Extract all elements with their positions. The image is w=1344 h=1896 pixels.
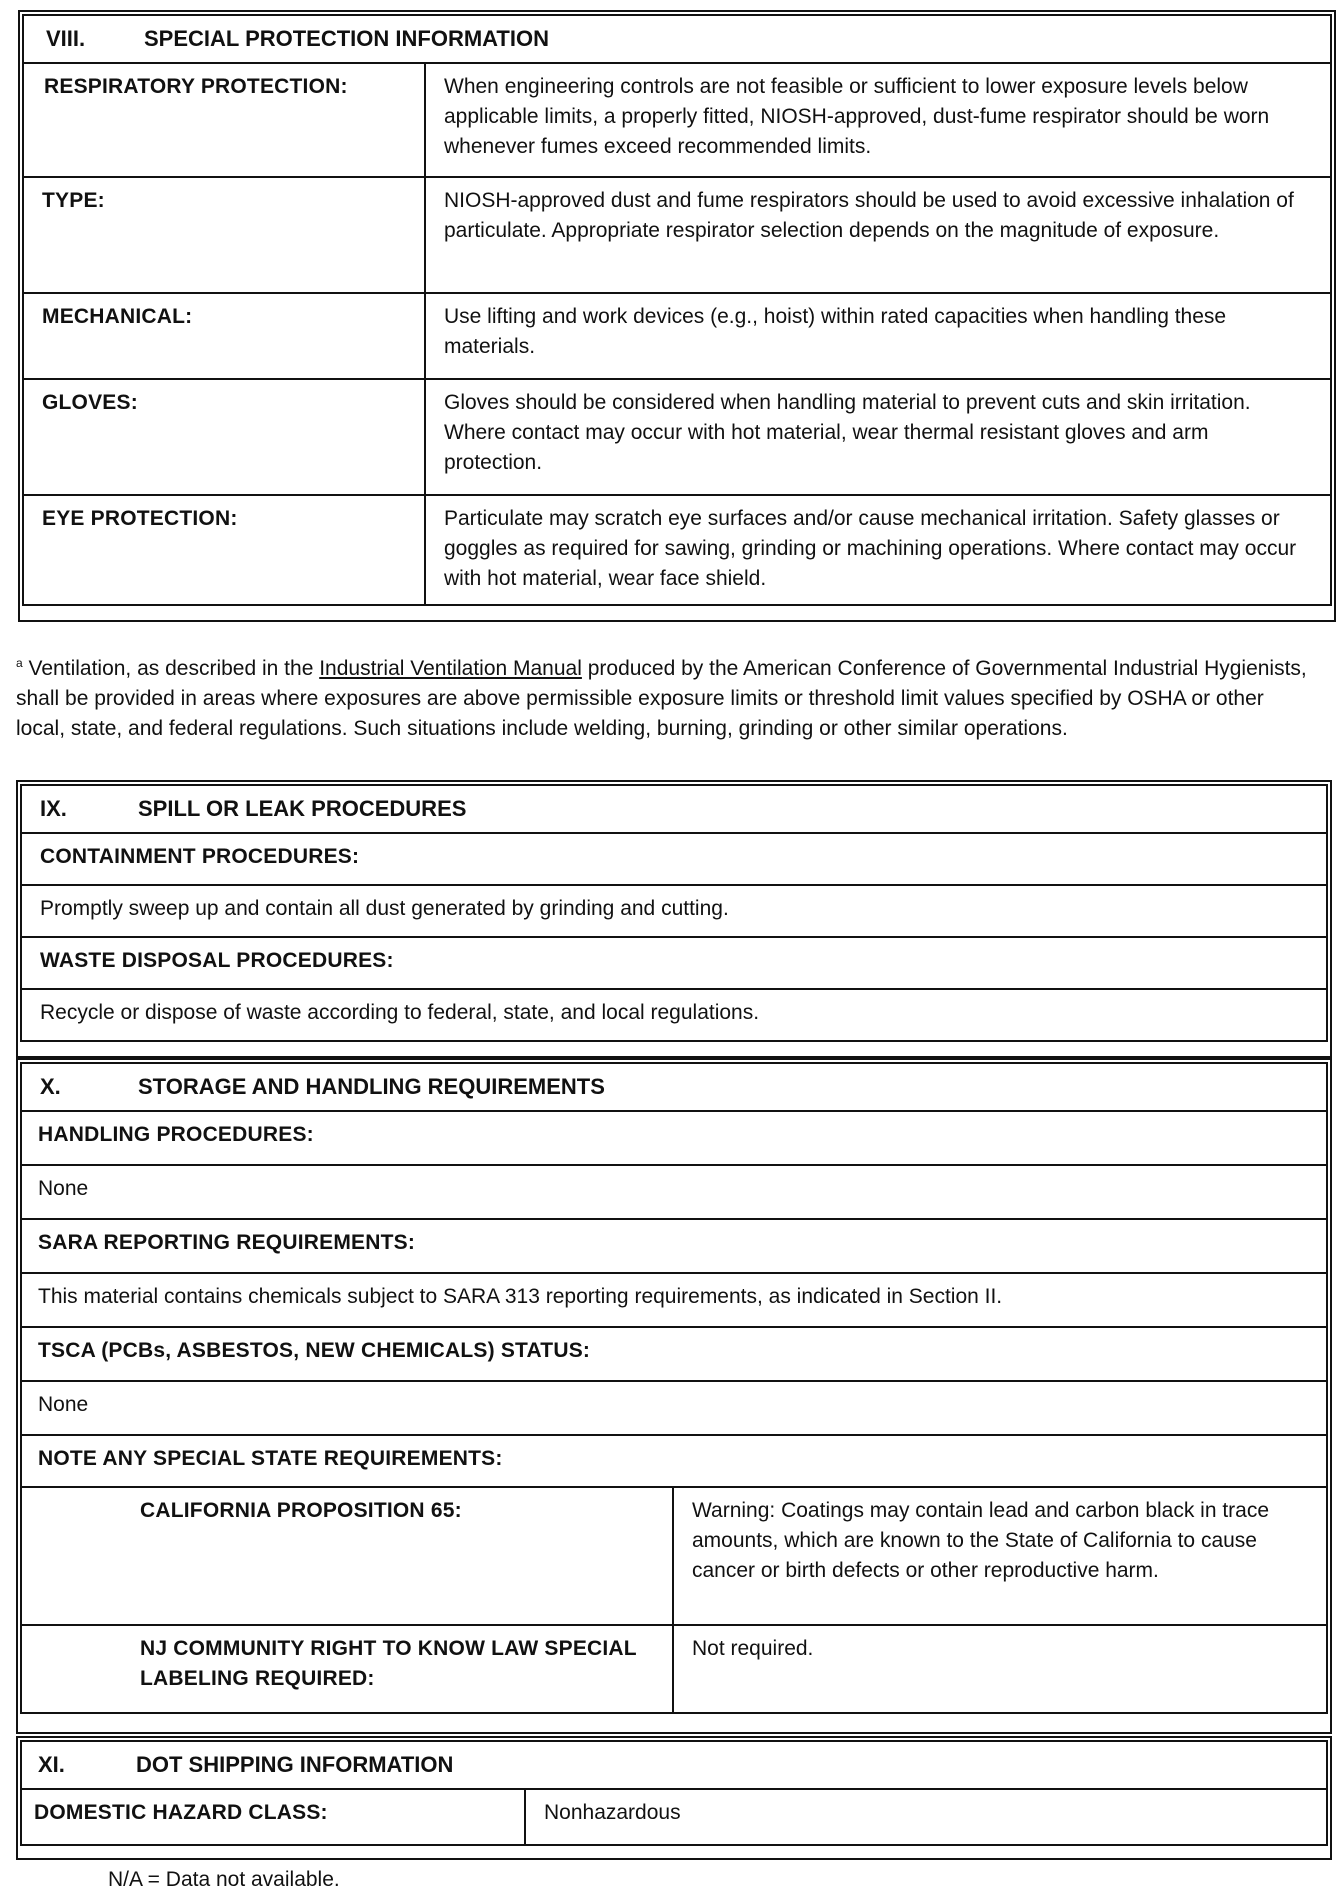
table-row	[22, 1218, 1326, 1272]
nj-right-to-know-text: Not required.	[672, 1626, 1326, 1712]
table-row	[22, 1624, 1326, 1712]
footnote-marker: a	[16, 656, 23, 670]
sara-reporting-label: SARA REPORTING REQUIREMENTS:	[38, 1231, 416, 1254]
sara-reporting-text: This material contains chemicals subject to SARA 313 reporting requirements, as indicated in Section II.	[38, 1285, 1003, 1308]
mechanical-label: MECHANICAL:	[42, 305, 193, 328]
table-row	[22, 832, 1326, 884]
section-header	[22, 1064, 1326, 1110]
table-row	[22, 988, 1326, 1040]
special-protection-table	[22, 14, 1332, 606]
california-prop65-label: CALIFORNIA PROPOSITION 65:	[140, 1499, 462, 1522]
table-row	[22, 1110, 1326, 1164]
footnote-text-post: produced by the American Conference of Governmental Industrial Hygienists, shall be provided in areas where exposures are above permissible exposure limits or threshold limit values specified by OSHA or other local, state, and federal regulations. Such situations include welding, burning, grinding or other similar operations.	[16, 657, 1307, 740]
storage-handling-table	[20, 1062, 1328, 1714]
spill-leak-table	[20, 784, 1328, 1042]
containment-text: Promptly sweep up and contain all dust generated by grinding and cutting.	[40, 897, 729, 920]
respiratory-protection-text: When engineering controls are not feasible or sufficient to lower exposure levels below applicable limits, a properly fitted, NIOSH-approved, dust-fume respirator should be worn whenever fumes exceed recommended limits.	[424, 64, 1330, 176]
type-label: TYPE:	[42, 189, 105, 212]
ventilation-manual-title: Industrial Ventilation Manual	[319, 657, 582, 680]
special-protection-section	[18, 10, 1336, 622]
gloves-text: Gloves should be considered when handling material to prevent cuts and skin irritation. Where contact may occur with hot material, wear thermal resistant gloves and arm protection.	[424, 380, 1330, 494]
table-row	[22, 1434, 1326, 1486]
waste-disposal-label: WASTE DISPOSAL PROCEDURES:	[40, 949, 394, 972]
eye-protection-text: Particulate may scratch eye surfaces and/or cause mechanical irritation. Safety glasses or goggles as required for sawing, grinding or machining operations. Where contact may occur with hot material, wear face shield.	[424, 496, 1330, 604]
section-number: VIII.	[46, 26, 86, 51]
mechanical-text: Use lifting and work devices (e.g., hoist) within rated capacities when handling these materials.	[424, 294, 1330, 378]
spill-leak-section	[16, 780, 1332, 1058]
tsca-status-label: TSCA (PCBs, ASBESTOS, NEW CHEMICALS) STATUS:	[38, 1339, 591, 1362]
section-header	[22, 1742, 1326, 1788]
domestic-hazard-class-text: Nonhazardous	[524, 1790, 1326, 1844]
section-title: STORAGE AND HANDLING REQUIREMENTS	[138, 1074, 605, 1099]
section-header	[22, 786, 1326, 832]
section-title: SPILL OR LEAK PROCEDURES	[138, 796, 467, 821]
table-row	[22, 884, 1326, 936]
containment-label: CONTAINMENT PROCEDURES:	[40, 845, 360, 868]
handling-procedures-text: None	[38, 1177, 89, 1200]
storage-handling-section	[16, 1058, 1332, 1734]
table-row	[24, 292, 1330, 378]
domestic-hazard-class-label: DOMESTIC HAZARD CLASS:	[34, 1801, 328, 1824]
table-row	[22, 1164, 1326, 1218]
california-prop65-text: Warning: Coatings may contain lead and carbon black in trace amounts, which are known to the State of California to cause cancer or birth defects or other reproductive harm.	[672, 1488, 1326, 1624]
table-row	[24, 62, 1330, 176]
nj-right-to-know-label: NJ COMMUNITY RIGHT TO KNOW LAW SPECIAL LABELING REQUIRED:	[140, 1637, 637, 1690]
eye-protection-label: EYE PROTECTION:	[42, 507, 238, 530]
waste-disposal-text: Recycle or dispose of waste according to federal, state, and local regulations.	[40, 1001, 760, 1024]
section-number: XI.	[38, 1752, 65, 1777]
table-row	[24, 378, 1330, 494]
ventilation-footnote	[16, 648, 1316, 744]
section-number: IX.	[40, 796, 67, 821]
dot-shipping-section	[16, 1736, 1332, 1860]
tsca-status-text: None	[38, 1393, 89, 1416]
na-definition-note: N/A = Data not available.	[108, 1868, 340, 1891]
table-row	[24, 494, 1330, 604]
section-header	[24, 16, 1330, 62]
table-row	[22, 1380, 1326, 1434]
state-requirements-label: NOTE ANY SPECIAL STATE REQUIREMENTS:	[38, 1447, 503, 1470]
footnote-text-pre: Ventilation, as described in the	[22, 657, 320, 680]
gloves-label: GLOVES:	[42, 391, 138, 414]
table-row	[22, 1272, 1326, 1326]
table-row	[22, 1326, 1326, 1380]
handling-procedures-label: HANDLING PROCEDURES:	[38, 1123, 314, 1146]
type-text: NIOSH-approved dust and fume respirators should be used to avoid excessive inhalation of particulate. Appropriate respirator selection depends on the magnitude of exposure.	[424, 178, 1330, 292]
table-row	[24, 176, 1330, 292]
table-row	[22, 1788, 1326, 1844]
respiratory-protection-label: RESPIRATORY PROTECTION:	[44, 75, 348, 98]
dot-shipping-table	[20, 1740, 1328, 1846]
section-title: SPECIAL PROTECTION INFORMATION	[144, 26, 549, 51]
table-row	[22, 1486, 1326, 1624]
section-number: X.	[40, 1074, 61, 1099]
table-row	[22, 936, 1326, 988]
section-title: DOT SHIPPING INFORMATION	[136, 1752, 454, 1777]
